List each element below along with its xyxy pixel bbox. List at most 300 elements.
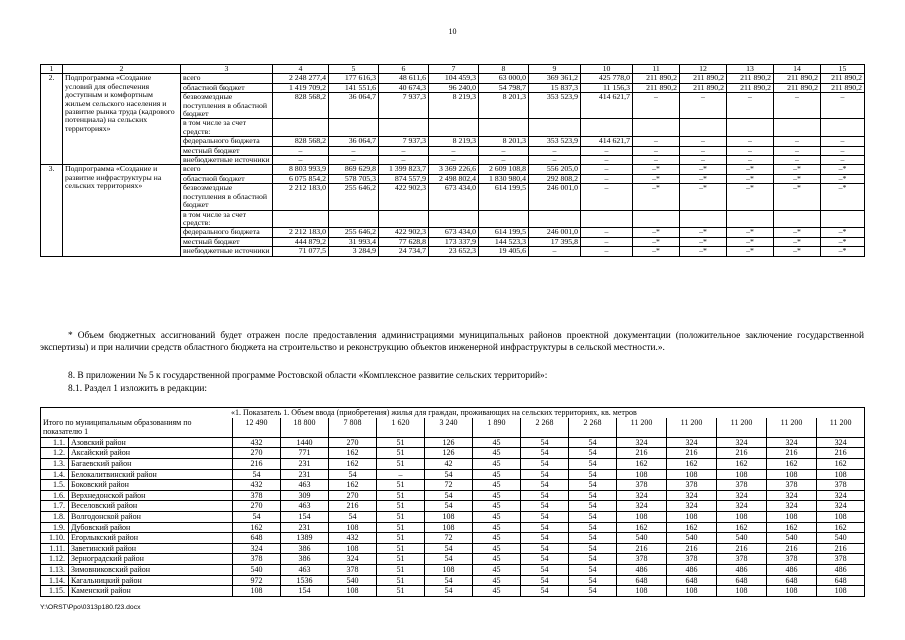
amount-cell: 15 837,3 (529, 83, 581, 92)
amount-cell (273, 210, 329, 228)
row-number: 1.1. (41, 437, 69, 448)
amount-cell: 425 778,0 (581, 74, 633, 83)
amount-cell: 3 369 226,6 (429, 165, 479, 174)
value-cell: 162 (717, 522, 767, 533)
subprogram-title: Подпрограмма «Создание и развитие инфраструктуры на сельских территориях» (63, 165, 181, 256)
funding-source: местный бюджет (181, 237, 273, 246)
value-cell: 486 (717, 564, 767, 575)
value-cell: 54 (569, 586, 617, 597)
amount-cell: 211 890,2 (727, 74, 774, 83)
value-cell: 463 (281, 564, 329, 575)
amount-cell: 40 674,3 (379, 83, 429, 92)
amount-cell: 63 000,0 (479, 74, 529, 83)
value-cell: 45 (473, 501, 521, 512)
column-number: 9 (529, 65, 581, 74)
column-number: 2 (63, 65, 181, 74)
amount-cell: 422 902,3 (379, 228, 429, 237)
value-cell: 162 (329, 480, 377, 491)
value-cell: 162 (767, 458, 817, 469)
value-cell: 270 (329, 490, 377, 501)
value-cell: 54 (425, 554, 473, 565)
amount-cell: –* (680, 165, 727, 174)
total-value: 18 800 (281, 418, 329, 438)
amount-cell: –* (727, 237, 774, 246)
amount-cell: –* (727, 247, 774, 256)
amount-cell: –* (680, 228, 727, 237)
subprogram-number: 3. (41, 165, 63, 256)
value-cell: 45 (473, 554, 521, 565)
amount-cell: 211 890,2 (680, 83, 727, 92)
value-cell: 126 (425, 437, 473, 448)
amount-cell: 7 937,3 (379, 93, 429, 119)
value-cell: 432 (329, 533, 377, 544)
amount-cell: –* (680, 174, 727, 183)
amount-cell: 31 993,4 (329, 237, 379, 246)
amount-cell: 2 498 802,4 (429, 174, 479, 183)
value-cell: 54 (521, 458, 569, 469)
amount-cell (581, 210, 633, 228)
subprogram-title: Подпрограмма «Создание условий для обеспечения доступным и комфортным жильем сельского населения и развитие рынка труда (кадрового потенциала) на сельских территориях» (63, 74, 181, 165)
value-cell: 108 (617, 511, 667, 522)
funding-source: федерального бюджета (181, 137, 273, 146)
amount-cell: – (529, 247, 581, 256)
amount-cell: – (727, 137, 774, 146)
column-number: 8 (479, 65, 529, 74)
value-cell: 162 (329, 448, 377, 459)
value-cell: 54 (569, 522, 617, 533)
column-number: 10 (581, 65, 633, 74)
value-cell: 324 (617, 437, 667, 448)
value-cell: 108 (329, 543, 377, 554)
value-cell: 54 (521, 490, 569, 501)
value-cell: 162 (233, 522, 281, 533)
district-name: Волгодонской район (69, 511, 233, 522)
amount-cell: 211 890,2 (774, 74, 821, 83)
row-number: 1.13. (41, 564, 69, 575)
amount-cell: –* (774, 228, 821, 237)
value-cell: 432 (233, 437, 281, 448)
amount-cell: – (581, 174, 633, 183)
amount-cell: – (581, 184, 633, 210)
amount-cell: – (821, 146, 865, 155)
amount-cell: 19 405,6 (479, 247, 529, 256)
paragraph-8-1: 8.1. Раздел 1 изложить в редакции: (68, 384, 207, 394)
value-cell: 54 (569, 554, 617, 565)
funding-source: в том числе за счет средств: (181, 119, 273, 137)
value-cell: 54 (233, 469, 281, 480)
value-cell: 54 (569, 533, 617, 544)
value-cell: 54 (569, 501, 617, 512)
value-cell: 540 (329, 575, 377, 586)
amount-cell: 414 621,7 (581, 137, 633, 146)
value-cell: 54 (521, 469, 569, 480)
value-cell: 378 (667, 480, 717, 491)
row-number: 1.3. (41, 458, 69, 469)
value-cell: 324 (617, 501, 667, 512)
value-cell: – (377, 469, 425, 480)
value-cell: 540 (617, 533, 667, 544)
amount-cell: 1 399 823,7 (379, 165, 429, 174)
amount-cell: – (633, 156, 680, 165)
value-cell: 324 (817, 490, 865, 501)
district-name: Азовский район (69, 437, 233, 448)
value-cell: 54 (425, 586, 473, 597)
amount-cell: 2 609 108,8 (479, 165, 529, 174)
amount-cell: 8 201,3 (479, 93, 529, 119)
value-cell: 463 (281, 480, 329, 491)
district-row (41, 480, 865, 491)
value-cell: 72 (425, 480, 473, 491)
amount-cell (479, 119, 529, 137)
value-cell: 378 (667, 554, 717, 565)
value-cell: 108 (425, 564, 473, 575)
value-cell: 54 (521, 448, 569, 459)
value-cell: 108 (717, 586, 767, 597)
amount-cell: 255 646,2 (329, 228, 379, 237)
value-cell: 540 (667, 533, 717, 544)
district-name: Багаевский район (69, 458, 233, 469)
value-cell: 378 (817, 480, 865, 491)
amount-cell: – (429, 156, 479, 165)
value-cell: 108 (617, 586, 667, 597)
amount-cell: –* (633, 237, 680, 246)
amount-cell: – (429, 146, 479, 155)
amount-cell: 422 902,3 (379, 184, 429, 210)
amount-cell: –* (680, 237, 727, 246)
district-row (41, 533, 865, 544)
value-cell: 216 (817, 543, 865, 554)
value-cell: 324 (817, 501, 865, 512)
value-cell: 126 (425, 448, 473, 459)
amount-cell: – (821, 137, 865, 146)
amount-cell: 444 879,2 (273, 237, 329, 246)
amount-cell: 353 523,9 (529, 137, 581, 146)
value-cell: 51 (377, 501, 425, 512)
value-cell: 108 (667, 586, 717, 597)
value-cell: 378 (817, 554, 865, 565)
value-cell: 216 (717, 543, 767, 554)
amount-cell: 1 419 709,2 (273, 83, 329, 92)
amount-cell: 24 734,7 (379, 247, 429, 256)
value-cell: 324 (617, 490, 667, 501)
amount-cell: – (581, 228, 633, 237)
amount-cell (727, 210, 774, 228)
total-value: 11 200 (667, 418, 717, 438)
amount-cell (821, 210, 865, 228)
amount-cell: 141 551,6 (329, 83, 379, 92)
value-cell: 154 (281, 511, 329, 522)
district-name: Каменский район (69, 586, 233, 597)
total-value: 3 240 (425, 418, 473, 438)
value-cell: 54 (521, 522, 569, 533)
district-name: Аксайский район (69, 448, 233, 459)
district-row (41, 448, 865, 459)
amount-cell: 292 808,2 (529, 174, 581, 183)
district-name: Белокалитвинский район (69, 469, 233, 480)
funding-source: внебюджетные источники (181, 247, 273, 256)
amount-cell: 23 652,3 (429, 247, 479, 256)
value-cell: 51 (377, 554, 425, 565)
column-number: 1 (41, 65, 63, 74)
amount-cell (529, 119, 581, 137)
value-cell: 486 (617, 564, 667, 575)
amount-cell (581, 119, 633, 137)
amount-cell (680, 119, 727, 137)
value-cell: 324 (667, 501, 717, 512)
total-value: 12 490 (233, 418, 281, 438)
value-cell: 54 (425, 575, 473, 586)
value-cell: 486 (667, 564, 717, 575)
amount-cell: –* (774, 247, 821, 256)
value-cell: 54 (521, 575, 569, 586)
table-row (41, 165, 865, 174)
value-cell: 51 (377, 458, 425, 469)
district-name: Боковский район (69, 480, 233, 491)
amount-cell (774, 210, 821, 228)
amount-cell: 8 201,3 (479, 137, 529, 146)
amount-cell: – (379, 146, 429, 155)
district-name: Дубовский район (69, 522, 233, 533)
value-cell: 51 (377, 437, 425, 448)
amount-cell: 211 890,2 (821, 83, 865, 92)
value-cell: 324 (717, 490, 767, 501)
amount-cell (633, 119, 680, 137)
value-cell: 108 (817, 586, 865, 597)
district-row (41, 437, 865, 448)
value-cell: 45 (473, 564, 521, 575)
value-cell: 386 (281, 554, 329, 565)
total-value: 11 200 (767, 418, 817, 438)
amount-cell: –* (774, 174, 821, 183)
row-number: 1.5. (41, 480, 69, 491)
amount-cell: 353 523,9 (529, 93, 581, 119)
column-number: 7 (429, 65, 479, 74)
value-cell: 324 (767, 437, 817, 448)
amount-cell: 8 219,3 (429, 137, 479, 146)
amount-cell: –* (680, 247, 727, 256)
column-number: 11 (633, 65, 680, 74)
amount-cell: 556 205,0 (529, 165, 581, 174)
total-label: Итого по муниципальным образованиям по показателю 1 (41, 418, 233, 438)
value-cell: 540 (233, 564, 281, 575)
amount-cell: 673 434,0 (429, 228, 479, 237)
value-cell: 54 (425, 543, 473, 554)
district-row (41, 501, 865, 512)
value-cell: 51 (377, 448, 425, 459)
value-cell: 540 (767, 533, 817, 544)
total-value: 1 890 (473, 418, 521, 438)
subprogram-number: 2. (41, 74, 63, 165)
amount-cell: –* (633, 247, 680, 256)
value-cell: 72 (425, 533, 473, 544)
amount-cell: 828 568,2 (273, 93, 329, 119)
value-cell: 54 (569, 458, 617, 469)
value-cell: 162 (817, 522, 865, 533)
value-cell: 42 (425, 458, 473, 469)
value-cell: 51 (377, 543, 425, 554)
value-cell: 486 (767, 564, 817, 575)
value-cell: 378 (233, 554, 281, 565)
value-cell: 54 (521, 554, 569, 565)
amount-cell (727, 119, 774, 137)
amount-cell: 11 156,3 (581, 83, 633, 92)
amount-cell (529, 210, 581, 228)
amount-cell: – (821, 156, 865, 165)
amount-cell: –* (774, 184, 821, 210)
value-cell: 270 (233, 448, 281, 459)
amount-cell: 8 219,3 (429, 93, 479, 119)
value-cell: 216 (767, 448, 817, 459)
amount-cell (429, 119, 479, 137)
value-cell: 648 (717, 575, 767, 586)
amount-cell: – (273, 146, 329, 155)
amount-cell (379, 119, 429, 137)
value-cell: 54 (569, 469, 617, 480)
amount-cell: –* (821, 174, 865, 183)
value-cell: 51 (377, 480, 425, 491)
value-cell: 378 (617, 554, 667, 565)
value-cell: 45 (473, 458, 521, 469)
header-row (41, 65, 865, 74)
value-cell: 216 (329, 501, 377, 512)
amount-cell: – (680, 146, 727, 155)
amount-cell: 3 284,9 (329, 247, 379, 256)
amount-cell: 578 705,3 (329, 174, 379, 183)
total-value: 11 200 (617, 418, 667, 438)
value-cell: 45 (473, 522, 521, 533)
total-value: 11 200 (717, 418, 767, 438)
amount-cell: 2 212 183,0 (273, 228, 329, 237)
row-number: 1.4. (41, 469, 69, 480)
value-cell: 324 (667, 490, 717, 501)
amount-cell: 211 890,2 (633, 83, 680, 92)
district-name: Зерноградский район (69, 554, 233, 565)
column-number: 3 (181, 65, 273, 74)
district-row (41, 586, 865, 597)
value-cell: 108 (767, 469, 817, 480)
value-cell: 162 (329, 458, 377, 469)
amount-cell: – (774, 156, 821, 165)
paragraph-8: 8. В приложении № 5 к государственной программе Ростовской области «Комплексное развитие сельских территорий»: (68, 371, 548, 381)
file-path: Y:\ORST\Ppo\0313p180.f23.docx (40, 604, 141, 611)
amount-cell: –* (633, 174, 680, 183)
value-cell: 648 (617, 575, 667, 586)
value-cell: 324 (667, 437, 717, 448)
funding-source: местный бюджет (181, 146, 273, 155)
table-row (41, 74, 865, 83)
district-name: Егорлыкский район (69, 533, 233, 544)
amount-cell: – (821, 93, 865, 119)
amount-cell: – (633, 93, 680, 119)
value-cell: 162 (617, 522, 667, 533)
value-cell: 378 (767, 554, 817, 565)
amount-cell: –* (633, 228, 680, 237)
total-value: 2 268 (521, 418, 569, 438)
amount-cell: – (680, 156, 727, 165)
amount-cell: 246 001,0 (529, 228, 581, 237)
amount-cell: –* (727, 228, 774, 237)
value-cell: 1536 (281, 575, 329, 586)
value-cell: 108 (425, 522, 473, 533)
value-cell: 162 (667, 522, 717, 533)
value-cell: 54 (521, 501, 569, 512)
value-cell: 540 (717, 533, 767, 544)
district-name: Кагальницкий район (69, 575, 233, 586)
amount-cell: 173 337,9 (429, 237, 479, 246)
value-cell: 162 (767, 522, 817, 533)
amount-cell: –* (727, 184, 774, 210)
value-cell: 45 (473, 448, 521, 459)
funding-source: всего (181, 165, 273, 174)
value-cell: 771 (281, 448, 329, 459)
amount-cell: 104 459,3 (429, 74, 479, 83)
value-cell: 648 (817, 575, 865, 586)
amount-cell: –* (633, 184, 680, 210)
amount-cell: – (273, 156, 329, 165)
value-cell: 45 (473, 586, 521, 597)
value-cell: 378 (233, 490, 281, 501)
amount-cell: –* (774, 165, 821, 174)
value-cell: 45 (473, 533, 521, 544)
value-cell: 51 (377, 564, 425, 575)
funding-source: безвозмездные поступления в областной бюджет (181, 184, 273, 210)
value-cell: 324 (817, 437, 865, 448)
amount-cell (273, 119, 329, 137)
amount-cell (329, 210, 379, 228)
amount-cell (379, 210, 429, 228)
amount-cell: 246 001,0 (529, 184, 581, 210)
value-cell: 45 (473, 437, 521, 448)
value-cell: 216 (667, 448, 717, 459)
value-cell: 1389 (281, 533, 329, 544)
row-number: 1.12. (41, 554, 69, 565)
district-name: Заветинский район (69, 543, 233, 554)
value-cell: 540 (817, 533, 865, 544)
amount-cell: –* (727, 174, 774, 183)
value-cell: 54 (569, 543, 617, 554)
amount-cell: – (581, 165, 633, 174)
value-cell: 324 (717, 437, 767, 448)
column-number: 13 (727, 65, 774, 74)
amount-cell: 874 557,9 (379, 174, 429, 183)
amount-cell: – (329, 146, 379, 155)
value-cell: 54 (569, 575, 617, 586)
value-cell: 108 (667, 511, 717, 522)
value-cell: 108 (425, 511, 473, 522)
amount-cell: – (680, 93, 727, 119)
value-cell: 54 (425, 469, 473, 480)
amount-cell: 71 077,5 (273, 247, 329, 256)
value-cell: 270 (233, 501, 281, 512)
district-row (41, 564, 865, 575)
amount-cell: – (581, 146, 633, 155)
amount-cell (680, 210, 727, 228)
amount-cell: –* (821, 247, 865, 256)
value-cell: 54 (521, 564, 569, 575)
value-cell: 54 (425, 501, 473, 512)
value-cell: 108 (617, 469, 667, 480)
amount-cell: – (529, 156, 581, 165)
amount-cell: 211 890,2 (821, 74, 865, 83)
amount-cell (429, 210, 479, 228)
district-name: Веселовский район (69, 501, 233, 512)
amount-cell: 48 611,6 (379, 74, 429, 83)
value-cell: 45 (473, 469, 521, 480)
district-row (41, 543, 865, 554)
amount-cell: – (581, 237, 633, 246)
funding-source: внебюджетные источники (181, 156, 273, 165)
value-cell: 45 (473, 490, 521, 501)
